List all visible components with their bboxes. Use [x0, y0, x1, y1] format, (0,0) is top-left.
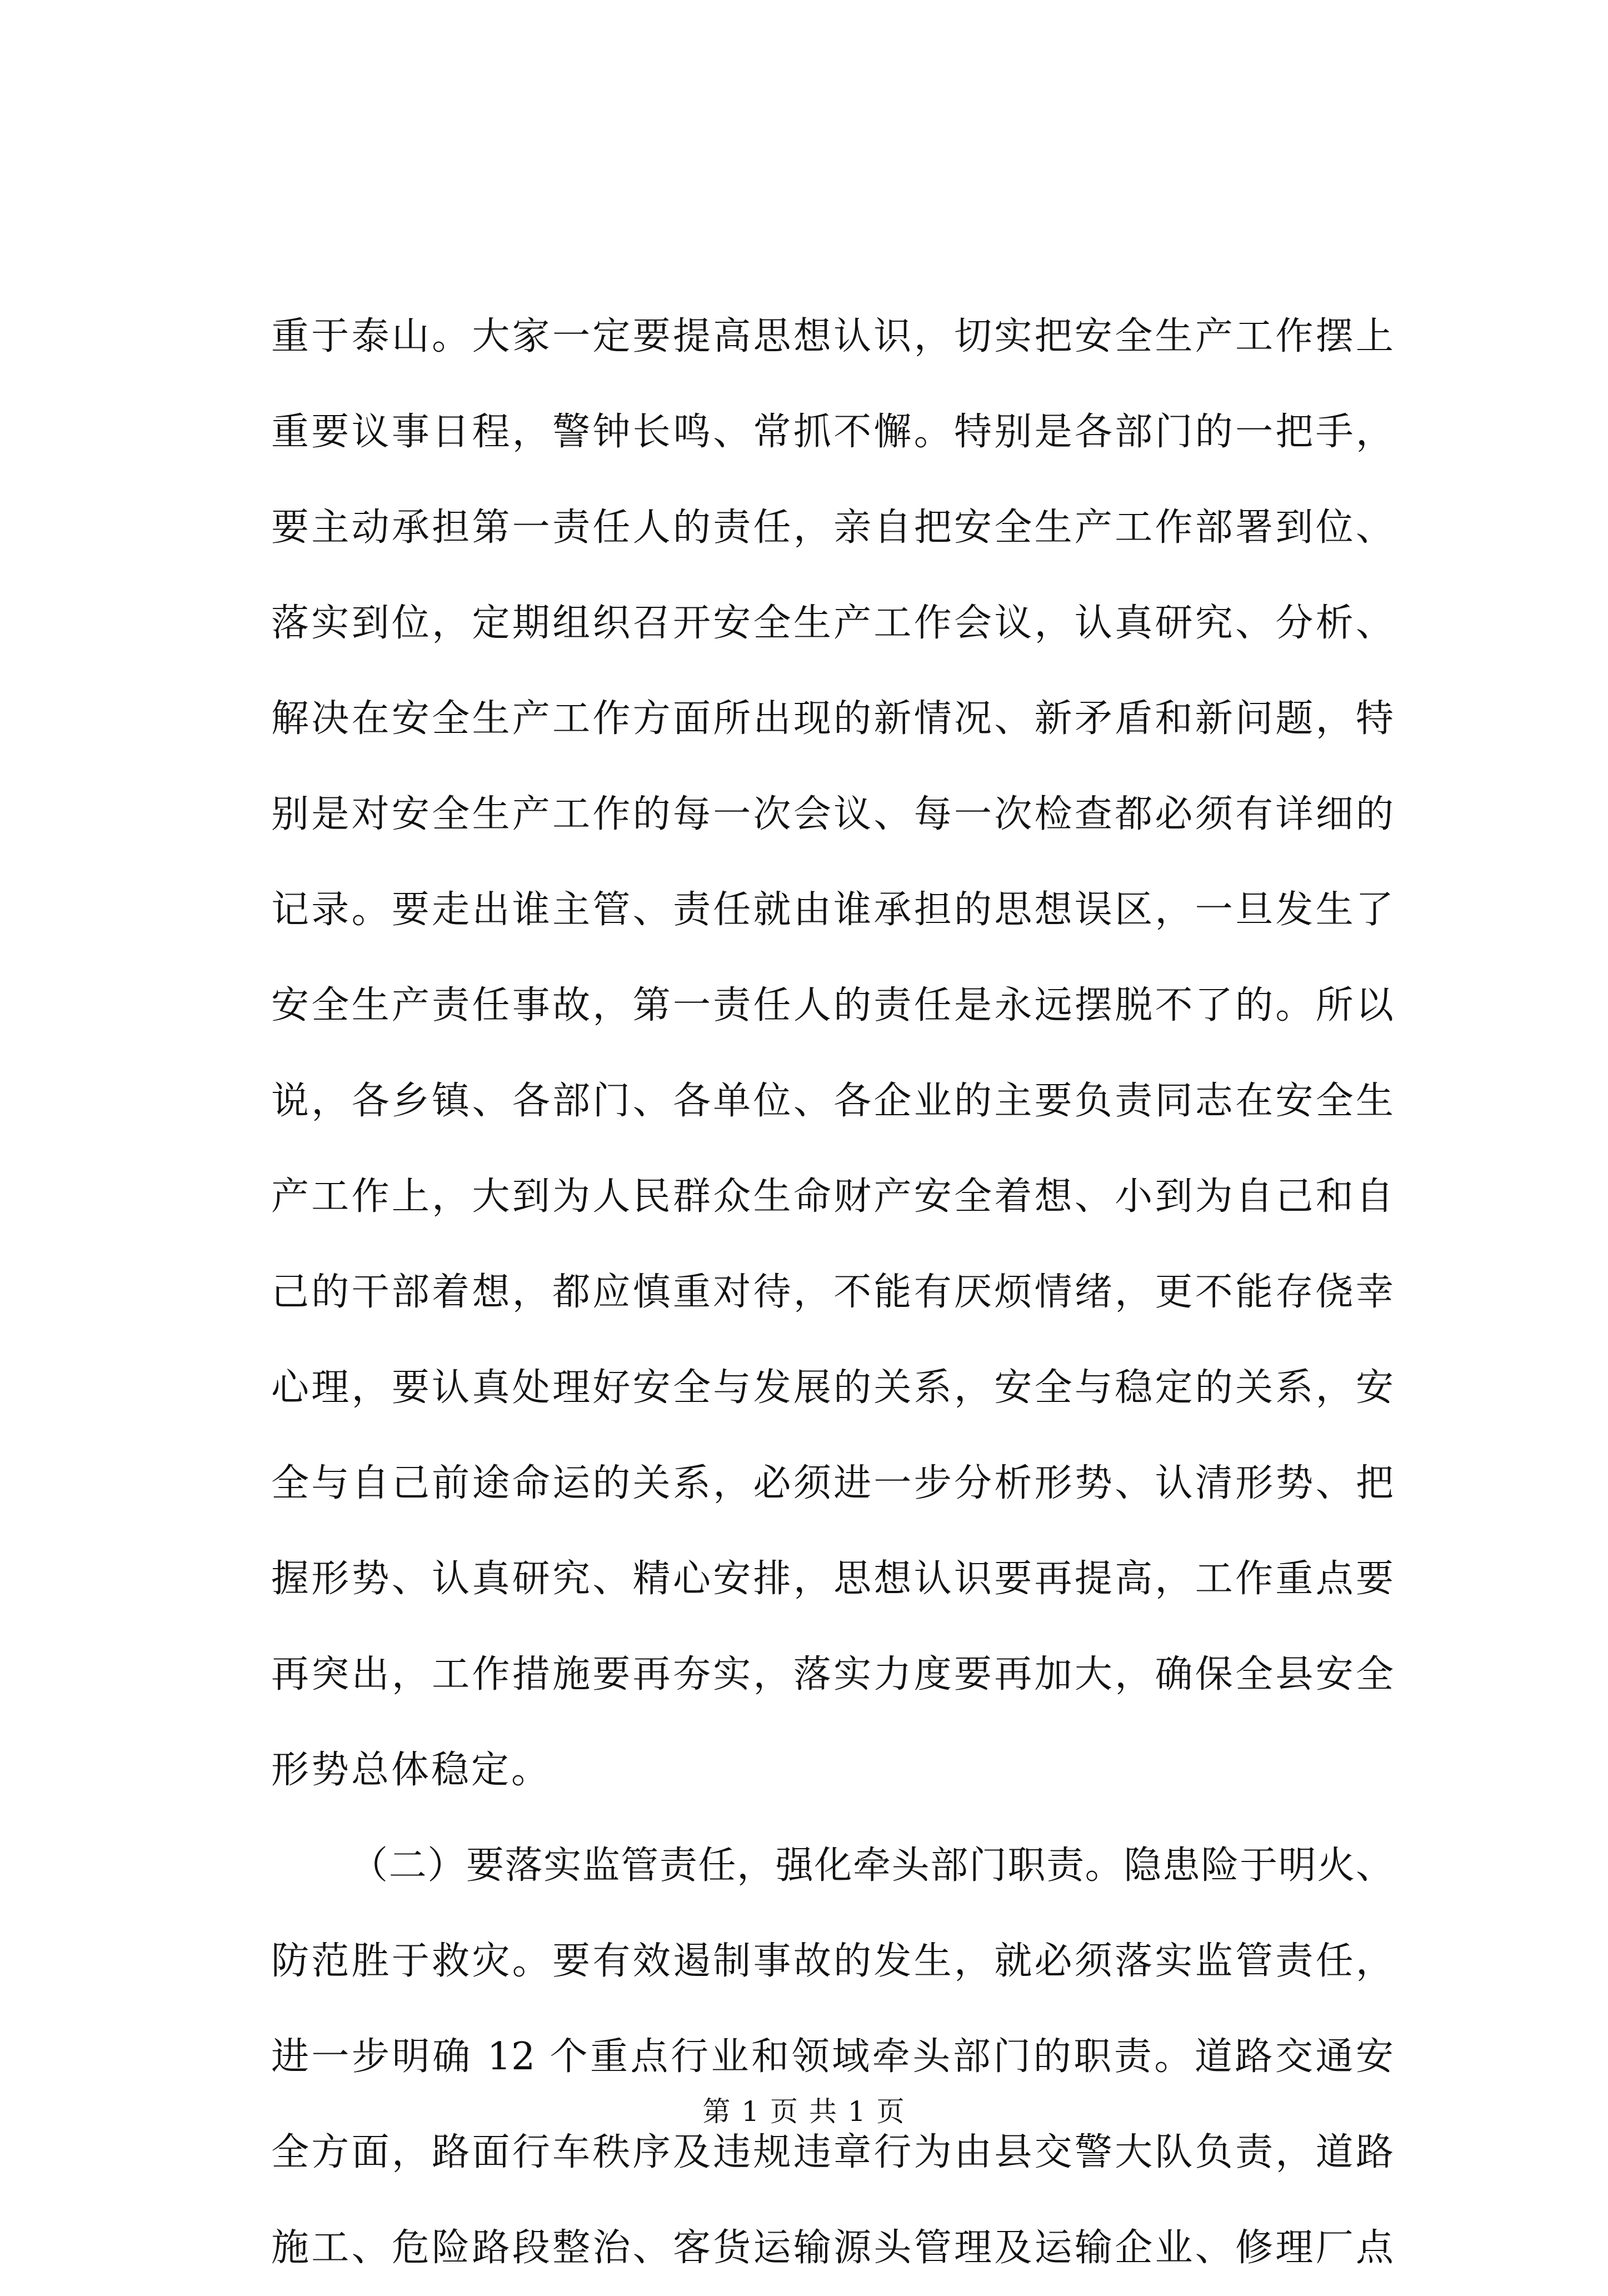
text-line: 别是对安全生产工作的每一次会议、每一次检查都必须有详细的	[271, 792, 1394, 836]
section-heading-line: （二）要落实监管责任，强化牵头部门职责。隐患险于明火、	[350, 1844, 1394, 1888]
text-line: 握形势、认真研究、精心安排，思想认识要再提高，工作重点要	[271, 1557, 1394, 1601]
text-line: 要主动承担第一责任人的责任，亲自把安全生产工作部署到位、	[271, 506, 1394, 550]
text-line: 说，各乡镇、各部门、各单位、各企业的主要负责同志在安全生	[271, 1079, 1394, 1123]
text-line: 心理，要认真处理好安全与发展的关系，安全与稳定的关系，安	[271, 1366, 1394, 1410]
text-line: 重于泰山。大家一定要提高思想认识，切实把安全生产工作摆上	[271, 315, 1394, 358]
text-line: 安全生产责任事故，第一责任人的责任是永远摆脱不了的。所以	[271, 984, 1394, 1027]
text-line: 记录。要走出谁主管、责任就由谁承担的思想误区，一旦发生了	[271, 888, 1394, 932]
text-line: 全与自己前途命运的关系，必须进一步分析形势、认清形势、把	[271, 1461, 1394, 1505]
page-number-footer: 第 1 页 共 1 页	[702, 2095, 906, 2128]
text-line: 落实到位，定期组织召开安全生产工作会议，认真研究、分析、	[271, 601, 1394, 645]
text-line: 再突出，工作措施要再夯实，落实力度要再加大，确保全县安全	[271, 1653, 1394, 1696]
text-line: 防范胜于救灾。要有效遏制事故的发生，就必须落实监管责任，	[271, 1939, 1394, 1983]
text-line: 己的干部着想，都应慎重对待，不能有厌烦情绪，更不能存侥幸	[271, 1270, 1394, 1314]
text-line: 进一步明确 12 个重点行业和领域牵头部门的职责。道路交通安	[271, 2035, 1394, 2079]
text-line: 全方面，路面行车秩序及违规违章行为由县交警大队负责，道路	[271, 2130, 1394, 2174]
text-line: 施工、危险路段整治、客货运输源头管理及运输企业、修理厂点	[271, 2226, 1394, 2270]
text-line: 产工作上，大到为人民群众生命财产安全着想、小到为自己和自	[271, 1175, 1394, 1219]
text-line: 解决在安全生产工作方面所出现的新情况、新矛盾和新问题，特	[271, 697, 1394, 741]
document-body	[271, 289, 1394, 2296]
text-line: 重要议事日程，警钟长鸣、常抓不懈。特别是各部门的一把手，	[271, 410, 1394, 454]
text-line: 形势总体稳定。	[271, 1748, 552, 1792]
